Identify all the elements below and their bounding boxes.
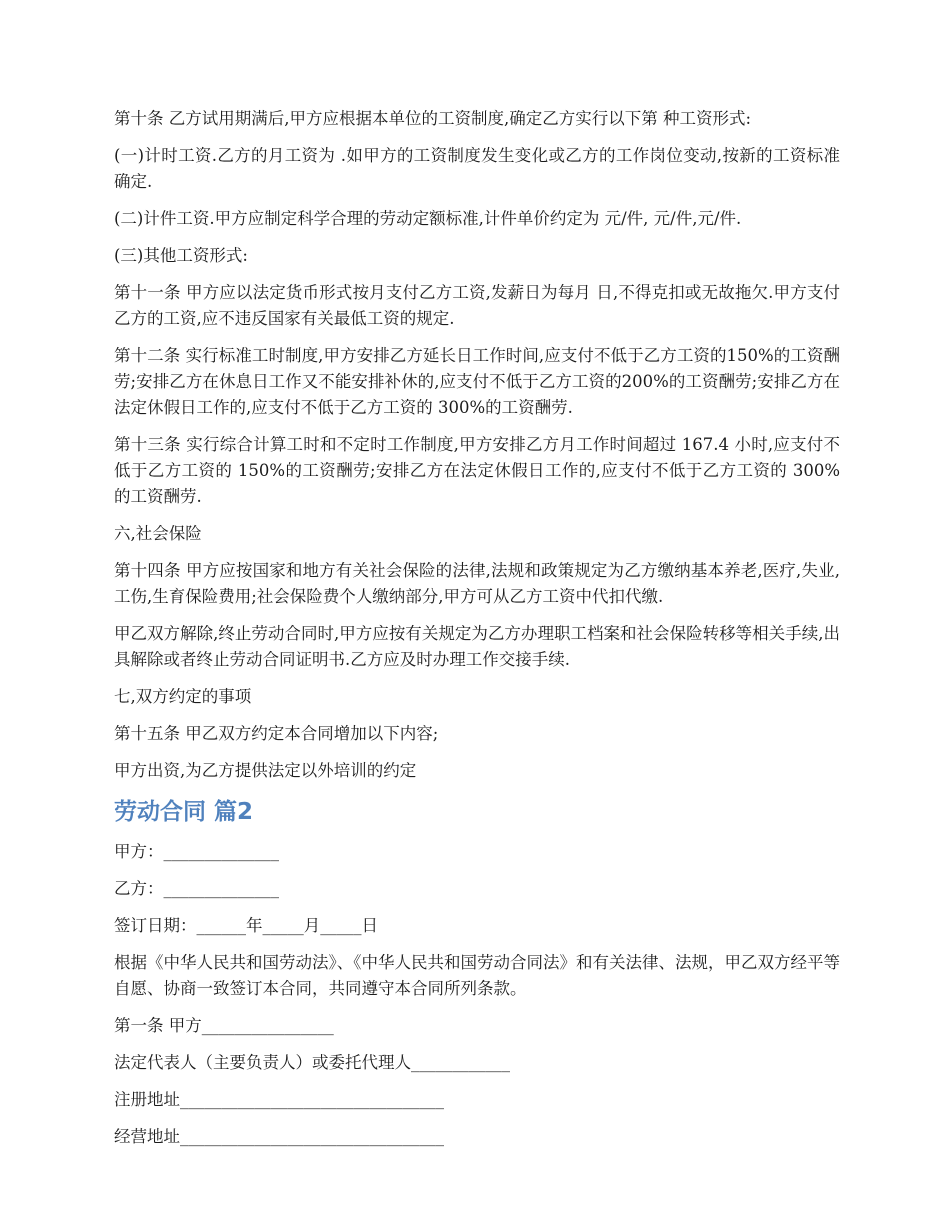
legal-representative-line: 法定代表人（主要负责人）或委托代理人____________ — [114, 1053, 510, 1072]
signing-date-line: 签订日期：______年_____月_____日 — [114, 916, 378, 935]
paragraph-termination: 甲乙双方解除,终止劳动合同时,甲方应按有关规定为乙方办理职工档案和社会保险转移等相关手续,出具解除或者终止劳动合同证明书.乙方应及时办理工作交接手续. — [114, 624, 840, 669]
paragraph-training: 甲方出资,为乙方提供法定以外培训的约定 — [114, 761, 417, 780]
paragraph-other-wage: (三)其他工资形式: — [114, 246, 248, 265]
section-heading: 劳动合同 篇2 — [114, 799, 254, 825]
registered-address-line: 注册地址________________________________ — [114, 1090, 444, 1109]
paragraph-time-wage: (一)计时工资.乙方的月工资为 .如甲方的工资制度发生变化或乙方的工作岗位变动,按新的工资标准确定. — [114, 146, 840, 191]
party-b-line: 乙方：______________ — [114, 879, 279, 898]
paragraph-article-10: 第十条 乙方试用期满后,甲方应根据本单位的工资制度,确定乙方实行以下第 种工资形式: — [114, 109, 752, 128]
paragraph-article-14: 第十四条 甲方应按国家和地方有关社会保险的法律,法规和政策规定为乙方缴纳基本养老,医疗,失业,工伤,生育保险费用;社会保险费个人缴纳部分,甲方可从乙方工资中代扣代缴. — [114, 561, 840, 606]
paragraph-article-12: 第十二条 实行标准工时制度,甲方安排乙方延长日工作时间,应支付不低于乙方工资的150%的工资酬劳;安排乙方在休息日工作又不能安排补休的,应支付不低于乙方工资的200%的工资酬劳;安排乙方在法定休假日工作的,应支付不低于乙方工资的 300%的工资酬劳. — [114, 346, 840, 417]
paragraph-article-13: 第十三条 实行综合计算工时和不定时工作制度,甲方安排乙方月工作时间超过 167.4 小时,应支付不低于乙方工资的 150%的工资酬劳;安排乙方在法定休假日工作的,应支付不低于乙方工资的 300%的工资酬劳. — [114, 435, 840, 506]
paragraph-preamble: 根据《中华人民共和国劳动法》、《中华人民共和国劳动合同法》和有关法律、法规，甲乙双方经平等自愿、协商一致签订本合同，共同遵守本合同所列条款。 — [114, 953, 840, 998]
paragraph-piece-wage: (二)计件工资.甲方应制定科学合理的劳动定额标准,计件单价约定为 元/件, 元/件,元/件. — [114, 209, 742, 228]
section-social-insurance: 六,社会保险 — [114, 524, 202, 543]
section-agreed-matters: 七,双方约定的事项 — [114, 687, 252, 706]
party-a-line: 甲方：______________ — [114, 842, 279, 861]
business-address-line: 经营地址________________________________ — [114, 1127, 444, 1146]
paragraph-article-11: 第十一条 甲方应以法定货币形式按月支付乙方工资,发薪日为每月 日,不得克扣或无故拖欠.甲方支付乙方的工资,应不违反国家有关最低工资的规定. — [114, 283, 840, 328]
paragraph-article-1: 第一条 甲方________________ — [114, 1016, 334, 1035]
paragraph-article-15: 第十五条 甲乙双方约定本合同增加以下内容; — [114, 724, 439, 743]
document-page — [114, 106, 840, 1161]
